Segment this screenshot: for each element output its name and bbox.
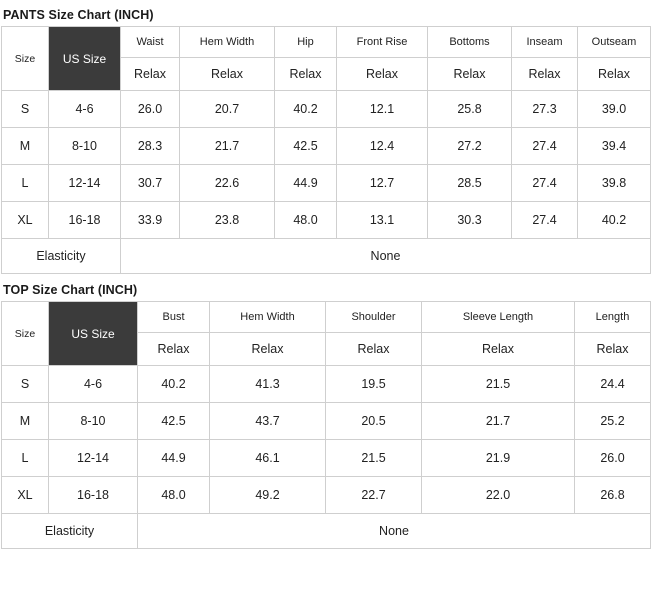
row-value: 24.4 [575, 366, 651, 403]
elasticity-value: None [121, 239, 651, 274]
row-value: 22.6 [180, 165, 275, 202]
top-chart-title: TOP Size Chart (INCH) [3, 283, 138, 297]
row-value: 27.4 [512, 165, 578, 202]
row-value: 27.3 [512, 91, 578, 128]
row-value: 20.7 [180, 91, 275, 128]
row-value: 22.0 [422, 477, 575, 514]
header-us-size: US Size [49, 302, 138, 366]
header-measure: Bottoms [428, 27, 512, 58]
row-value: 40.2 [578, 202, 651, 239]
row-us-size: 8-10 [49, 128, 121, 165]
row-size: M [2, 403, 49, 440]
table-row [2, 366, 651, 403]
row-value: 42.5 [275, 128, 337, 165]
header-fit: Relax [326, 333, 422, 366]
header-measure: Hem Width [210, 302, 326, 333]
row-value: 40.2 [138, 366, 210, 403]
table-row [2, 165, 651, 202]
row-us-size: 4-6 [49, 91, 121, 128]
header-measure: Hip [275, 27, 337, 58]
row-value: 26.8 [575, 477, 651, 514]
row-value: 25.8 [428, 91, 512, 128]
header-fit: Relax [275, 58, 337, 91]
header-measure: Waist [121, 27, 180, 58]
row-size: L [2, 440, 49, 477]
row-value: 27.2 [428, 128, 512, 165]
row-value: 12.1 [337, 91, 428, 128]
elasticity-value: None [138, 514, 651, 549]
row-value: 27.4 [512, 202, 578, 239]
row-value: 40.2 [275, 91, 337, 128]
header-fit: Relax [121, 58, 180, 91]
row-value: 30.3 [428, 202, 512, 239]
header-fit: Relax [512, 58, 578, 91]
elasticity-row [2, 239, 651, 274]
row-value: 23.8 [180, 202, 275, 239]
table-row [2, 403, 651, 440]
header-measure: Hem Width [180, 27, 275, 58]
table-header-measure-row [2, 302, 651, 333]
row-size: XL [2, 477, 49, 514]
row-us-size: 12-14 [49, 165, 121, 202]
row-size: XL [2, 202, 49, 239]
elasticity-label: Elasticity [2, 514, 138, 549]
row-value: 20.5 [326, 403, 422, 440]
row-value: 39.4 [578, 128, 651, 165]
row-value: 12.7 [337, 165, 428, 202]
row-value: 21.9 [422, 440, 575, 477]
header-fit: Relax [428, 58, 512, 91]
header-measure: Sleeve Length [422, 302, 575, 333]
header-fit: Relax [422, 333, 575, 366]
row-size: S [2, 91, 49, 128]
header-size: Size [2, 302, 49, 366]
header-size: Size [2, 27, 49, 91]
row-size: S [2, 366, 49, 403]
row-value: 12.4 [337, 128, 428, 165]
table-row [2, 128, 651, 165]
table-header-measure-row [2, 27, 651, 58]
row-us-size: 16-18 [49, 477, 138, 514]
row-value: 41.3 [210, 366, 326, 403]
row-value: 13.1 [337, 202, 428, 239]
table-row [2, 91, 651, 128]
row-value: 21.5 [326, 440, 422, 477]
row-value: 28.3 [121, 128, 180, 165]
row-size: M [2, 128, 49, 165]
row-value: 27.4 [512, 128, 578, 165]
row-value: 49.2 [210, 477, 326, 514]
row-value: 48.0 [138, 477, 210, 514]
row-value: 22.7 [326, 477, 422, 514]
header-fit: Relax [578, 58, 651, 91]
elasticity-label: Elasticity [2, 239, 121, 274]
row-value: 48.0 [275, 202, 337, 239]
row-value: 25.2 [575, 403, 651, 440]
header-measure: Length [575, 302, 651, 333]
top-size-table [1, 301, 651, 549]
row-size: L [2, 165, 49, 202]
row-value: 30.7 [121, 165, 180, 202]
row-value: 44.9 [138, 440, 210, 477]
pants-chart-title: PANTS Size Chart (INCH) [3, 8, 154, 22]
row-value: 42.5 [138, 403, 210, 440]
row-value: 44.9 [275, 165, 337, 202]
header-measure: Inseam [512, 27, 578, 58]
row-value: 33.9 [121, 202, 180, 239]
header-fit: Relax [180, 58, 275, 91]
row-value: 39.8 [578, 165, 651, 202]
row-us-size: 4-6 [49, 366, 138, 403]
header-us-size: US Size [49, 27, 121, 91]
header-fit: Relax [337, 58, 428, 91]
table-row [2, 202, 651, 239]
pants-size-table [1, 26, 651, 274]
header-measure: Front Rise [337, 27, 428, 58]
row-value: 21.7 [180, 128, 275, 165]
section-spacer [0, 274, 651, 281]
row-us-size: 12-14 [49, 440, 138, 477]
table-row [2, 440, 651, 477]
row-us-size: 16-18 [49, 202, 121, 239]
header-fit: Relax [575, 333, 651, 366]
header-measure: Outseam [578, 27, 651, 58]
table-row [2, 477, 651, 514]
row-value: 43.7 [210, 403, 326, 440]
header-measure: Bust [138, 302, 210, 333]
row-value: 26.0 [575, 440, 651, 477]
header-measure: Shoulder [326, 302, 422, 333]
row-us-size: 8-10 [49, 403, 138, 440]
row-value: 28.5 [428, 165, 512, 202]
row-value: 21.7 [422, 403, 575, 440]
row-value: 19.5 [326, 366, 422, 403]
row-value: 46.1 [210, 440, 326, 477]
header-fit: Relax [210, 333, 326, 366]
row-value: 39.0 [578, 91, 651, 128]
elasticity-row [2, 514, 651, 549]
header-fit: Relax [138, 333, 210, 366]
row-value: 26.0 [121, 91, 180, 128]
row-value: 21.5 [422, 366, 575, 403]
